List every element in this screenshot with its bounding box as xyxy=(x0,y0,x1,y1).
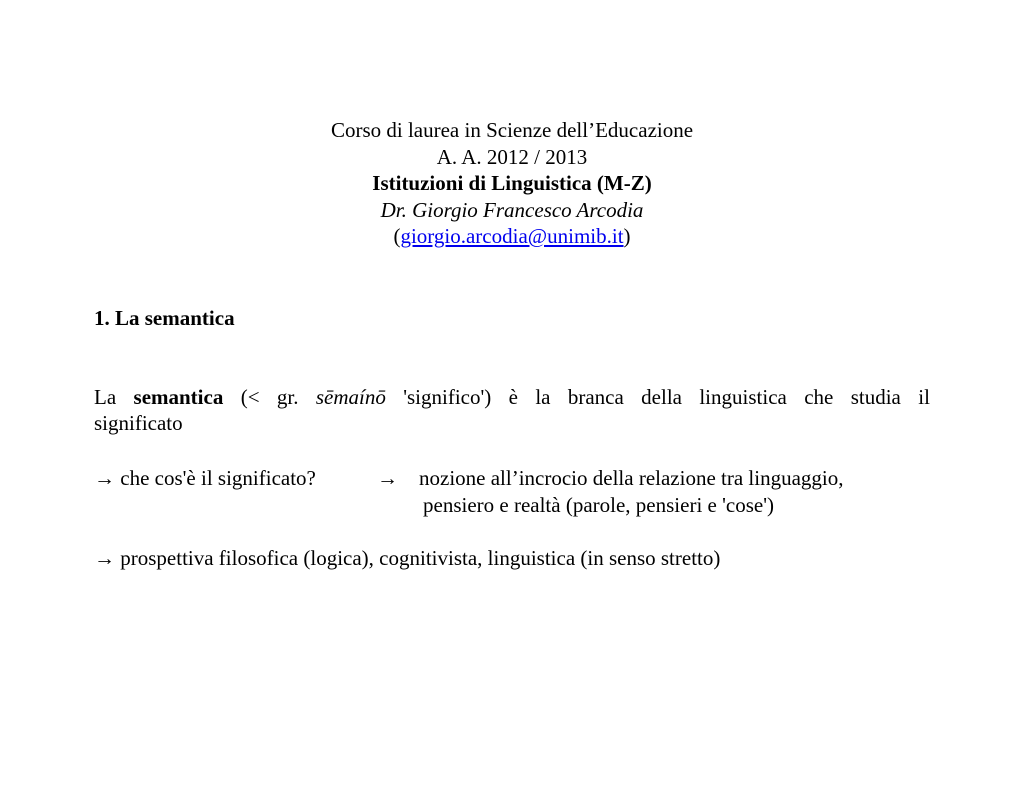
def-word: è xyxy=(508,385,518,409)
def-word: il xyxy=(918,385,930,409)
definition-line-1 xyxy=(94,384,930,410)
def-word: (< xyxy=(240,385,260,409)
arrow-icon: → xyxy=(377,466,398,490)
email-line xyxy=(0,223,1024,250)
def-word: gr. xyxy=(276,385,299,409)
lecturer-name: Dr. Giorgio Francesco Arcodia xyxy=(380,197,644,222)
def-word: La xyxy=(94,385,117,409)
def-word: 'significo') xyxy=(403,385,492,409)
academic-year: A. A. 2012 / 2013 xyxy=(436,144,588,169)
email-link[interactable]: giorgio.arcodia@unimib.it xyxy=(400,224,624,248)
answer-line-1: nozione all’incrocio della relazione tra linguaggio, xyxy=(419,466,844,490)
section-title: 1. La semantica xyxy=(94,306,235,330)
def-word: la xyxy=(535,385,551,409)
def-word: che xyxy=(804,385,834,409)
def-word: branca xyxy=(567,385,624,409)
def-word-greek: sēmaínō xyxy=(315,385,386,409)
course-name: Corso di laurea in Scienze dell’Educazione xyxy=(330,118,694,142)
definition-paragraph xyxy=(94,384,930,436)
question-text: → che cos'è il significato? xyxy=(94,466,316,490)
def-word: della xyxy=(641,385,682,409)
perspective-line: → prospettiva filosofica (logica), cognitivista, linguistica (in senso stretto) xyxy=(94,546,721,570)
course-title: Istituzioni di Linguistica (M-Z) xyxy=(372,171,652,195)
def-word: studia xyxy=(850,385,901,409)
email-paren-open: ( xyxy=(393,224,401,248)
definition-line-2: significato xyxy=(94,411,183,435)
def-word: linguistica xyxy=(699,385,787,409)
email-paren-close: ) xyxy=(623,224,631,248)
def-word-semantica: semantica xyxy=(133,385,224,409)
answer-line-2: pensiero e realtà (parole, pensieri e 'cose') xyxy=(423,493,774,517)
document-header xyxy=(0,117,1024,250)
